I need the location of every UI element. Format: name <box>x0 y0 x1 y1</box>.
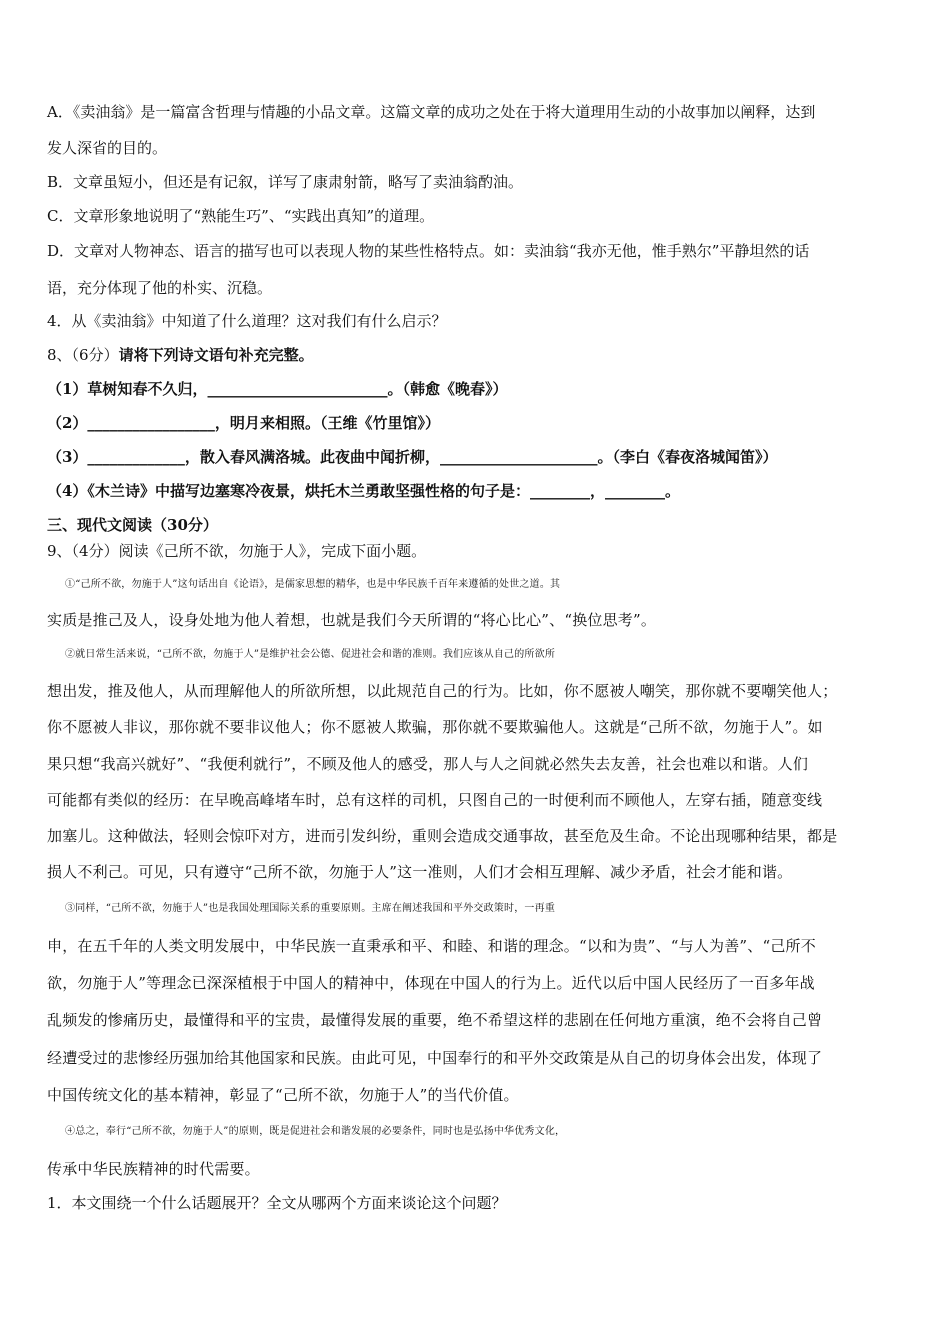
question-8-item-3: （3）_____________，散入春风满洛城。此夜曲中闻折柳，_____________________。（李白《春夜洛城闻笛》） <box>47 448 778 466</box>
question-9-sub-1: 1．本文围绕一个什么话题展开？全文从哪两个方面来谈论这个问题？ <box>47 1194 507 1212</box>
option-b: B．文章虽短小，但还是有记叙，详写了康肃射箭，略写了卖油翁酌油。 <box>47 173 524 191</box>
paragraph-2-line4: 果只想“我高兴就好”、“我便利就行”，不顾及他人的感受，那人与人之间就必然失去友善，社会也难以和谐。人们 <box>47 755 809 773</box>
question-8-item-1: （1）草树知春不久归，________________________。（韩愈《晚春》） <box>47 380 508 398</box>
paragraph-2-line1: ②就日常生活来说，“己所不欲，勿施于人”是维护社会公德、促进社会和谐的准则。我们应该从自己的所欲所 <box>65 649 556 660</box>
paragraph-4-line1: ④总之，奉行“己所不欲，勿施于人”的原则，既是促进社会和谐发展的必要条件，同时也是弘扬中华优秀文化， <box>65 1126 566 1137</box>
paragraph-3-line6: 中国传统文化的基本精神，彰显了“己所不欲，勿施于人”的当代价值。 <box>47 1086 519 1104</box>
option-c: C．文章形象地说明了“熟能生巧”、“实践出真知”的道理。 <box>47 207 435 225</box>
paragraph-3-line3: 欲，勿施于人”等理念已深深植根于中国人的精神中，体现在中国人的行为上。近代以后中国人民经历了一百多年战 <box>47 974 815 992</box>
paragraph-3-line1: ③同样，“己所不欲，勿施于人”也是我国处理国际关系的重要原则。主席在阐述我国和平外交政策时，一再重 <box>65 903 556 914</box>
option-a-line1: A．《卖油翁》是一篇富含哲理与情趣的小品文章。这篇文章的成功之处在于将大道理用生动的小故事加以阐释，达到 <box>47 103 816 121</box>
question-8-title: 8、（6分）请将下列诗文语句补充完整。 <box>47 346 314 364</box>
question-9-title: 9、（4分）阅读《己所不欲，勿施于人》，完成下面小题。 <box>47 542 427 560</box>
paragraph-2-line6: 加塞儿。这种做法，轻则会惊吓对方，进而引发纠纷，重则会造成交通事故，甚至危及生命。不论出现哪种结果，都是 <box>47 827 838 845</box>
paragraph-1-line2: 实质是推己及人，设身处地为他人着想，也就是我们今天所谓的“将心比心”、“换位思考”。 <box>47 611 657 629</box>
option-d-line2: 语，充分体现了他的朴实、沉稳。 <box>47 279 273 297</box>
section-3-heading: 三、现代文阅读（30分） <box>47 516 218 534</box>
paragraph-2-line3: 你不愿被人非议，那你就不要非议他人；你不愿被人欺骗，那你就不要欺骗他人。这就是“己所不欲，勿施于人”。如 <box>47 718 823 736</box>
paragraph-3-line2: 申，在五千年的人类文明发展中，中华民族一直秉承和平、和睦、和谐的理念。“以和为贵”、“与人为善”、“己所不 <box>47 937 816 955</box>
paragraph-4-line2: 传承中华民族精神的时代需要。 <box>47 1160 260 1178</box>
paragraph-2-line7: 损人不利己。可见，只有遵守“己所不欲，勿施于人”这一准则，人们才会相互理解、减少矛盾，社会才能和谐。 <box>47 863 793 881</box>
paragraph-3-line4: 乱频发的惨痛历史，最懂得和平的宝贵，最懂得发展的重要，绝不希望这样的悲剧在任何地方重演，绝不会将自己曾 <box>47 1011 823 1029</box>
question-4: 4．从《卖油翁》中知道了什么道理？这对我们有什么启示？ <box>47 312 447 330</box>
question-8-item-4: （4）《木兰诗》中描写边塞寒冷夜景，烘托木兰勇敢坚强性格的句子是：________，________。 <box>47 482 680 500</box>
paragraph-1-line1: ①“己所不欲，勿施于人”这句话出自《论语》，是儒家思想的精华，也是中华民族千百年来遵循的处世之道。其 <box>65 579 561 590</box>
paragraph-2-line5: 可能都有类似的经历：在早晚高峰堵车时，总有这样的司机，只图自己的一时便利而不顾他人，左穿右插，随意变线 <box>47 791 823 809</box>
paragraph-3-line5: 经遭受过的悲惨经历强加给其他国家和民族。由此可见，中国奉行的和平外交政策是从自己的切身体会出发，体现了 <box>47 1049 823 1067</box>
paragraph-2-line2: 想出发，推及他人，从而理解他人的所欲所想，以此规范自己的行为。比如，你不愿被人嘲笑，那你就不要嘲笑他人； <box>47 682 838 700</box>
question-8-item-2: （2）_________________，明月来相照。（王维《竹里馆》） <box>47 414 440 432</box>
option-d-line1: D．文章对人物神态、语言的描写也可以表现人物的某些性格特点。如：卖油翁“我亦无他，惟手熟尔”平静坦然的话 <box>47 242 810 260</box>
option-a-line2: 发人深省的目的。 <box>47 139 168 157</box>
question-8-instruction: 请将下列诗文语句补充完整。 <box>118 346 314 364</box>
